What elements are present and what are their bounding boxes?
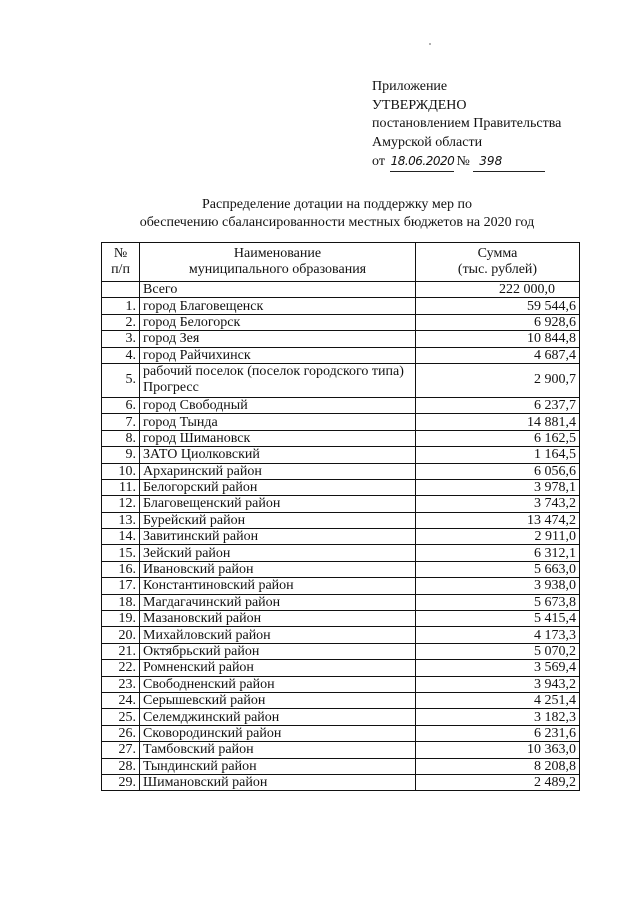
row-sum: 4 251,4	[416, 692, 580, 708]
row-name: город Свободный	[140, 397, 416, 413]
row-number: 12.	[102, 496, 140, 512]
table-row	[102, 774, 580, 790]
row-sum: 2 900,7	[416, 363, 580, 397]
row-number: 6.	[102, 397, 140, 413]
row-name: Мазановский район	[140, 611, 416, 627]
row-number: 28.	[102, 758, 140, 774]
date-prefix: от	[372, 154, 385, 169]
row-number: 24.	[102, 692, 140, 708]
row-name: Сковородинский район	[140, 725, 416, 741]
table-row	[102, 594, 580, 610]
table-row	[102, 479, 580, 495]
total-sum: 222 000,0	[416, 282, 580, 298]
row-sum: 5 070,2	[416, 643, 580, 659]
row-number: 1.	[102, 298, 140, 314]
table-row	[102, 725, 580, 741]
row-number: 16.	[102, 561, 140, 577]
header-number-line1: №	[113, 245, 128, 261]
table-row	[102, 758, 580, 774]
total-label: Всего	[140, 282, 416, 298]
row-name: Шимановский район	[140, 774, 416, 790]
row-name: город Шимановск	[140, 430, 416, 446]
total-number-cell	[102, 282, 140, 298]
row-name: Константиновский район	[140, 578, 416, 594]
table-row	[102, 545, 580, 561]
row-number: 2.	[102, 314, 140, 330]
row-name: Михайловский район	[140, 627, 416, 643]
row-name: рабочий поселок (поселок городского типа) Прогресс	[140, 363, 416, 397]
row-sum: 2 911,0	[416, 529, 580, 545]
header-name-line1: Наименование	[233, 245, 322, 261]
row-name: город Тында	[140, 414, 416, 430]
table-row	[102, 742, 580, 758]
distribution-table	[101, 242, 580, 791]
row-sum: 2 489,2	[416, 774, 580, 790]
row-sum: 3 938,0	[416, 578, 580, 594]
row-number: 10.	[102, 463, 140, 479]
table-row	[102, 397, 580, 413]
row-name: город Зея	[140, 331, 416, 347]
approval-line-appendix: Приложение	[372, 79, 448, 94]
header-number-line2: п/п	[111, 262, 130, 277]
title-line-1: Распределение дотации на поддержку мер по	[202, 197, 472, 212]
row-name: ЗАТО Циолковский	[140, 447, 416, 463]
row-number: 13.	[102, 512, 140, 528]
row-sum: 3 182,3	[416, 709, 580, 725]
table-row	[102, 709, 580, 725]
row-sum: 6 056,6	[416, 463, 580, 479]
row-number: 15.	[102, 545, 140, 561]
table-row	[102, 529, 580, 545]
row-name: Зейский район	[140, 545, 416, 561]
row-number: 23.	[102, 676, 140, 692]
table-row	[102, 298, 580, 314]
row-name: Свободненский район	[140, 676, 416, 692]
table-row	[102, 447, 580, 463]
row-sum: 3 943,2	[416, 676, 580, 692]
row-sum: 3 978,1	[416, 479, 580, 495]
row-name: Октябрьский район	[140, 643, 416, 659]
row-name: Серышевский район	[140, 692, 416, 708]
row-sum: 6 231,6	[416, 725, 580, 741]
table-row	[102, 627, 580, 643]
approval-line-approved: УТВЕРЖДЕНО	[372, 97, 467, 113]
table-row	[102, 676, 580, 692]
row-sum: 5 663,0	[416, 561, 580, 577]
row-number: 27.	[102, 742, 140, 758]
table-row	[102, 496, 580, 512]
row-name: город Райчихинск	[140, 347, 416, 363]
row-sum: 14 881,4	[416, 414, 580, 430]
row-sum: 4 173,3	[416, 627, 580, 643]
row-sum: 3 569,4	[416, 660, 580, 676]
title-line-2: обеспечению сбалансированности местных бюджетов на 2020 год	[139, 214, 535, 230]
row-sum: 6 928,6	[416, 314, 580, 330]
document-title	[96, 196, 578, 231]
row-number: 22.	[102, 660, 140, 676]
row-number: 17.	[102, 578, 140, 594]
table-row	[102, 430, 580, 446]
row-sum: 1 164,5	[416, 447, 580, 463]
row-sum: 5 415,4	[416, 611, 580, 627]
table-row	[102, 347, 580, 363]
row-number: 20.	[102, 627, 140, 643]
header-sum-line2: (тыс. рублей)	[457, 262, 538, 277]
table-row	[102, 512, 580, 528]
row-name: Благовещенский район	[140, 496, 416, 512]
header-sum-line1: Сумма	[477, 245, 518, 261]
row-sum: 6 312,1	[416, 545, 580, 561]
row-name: Тамбовский район	[140, 742, 416, 758]
row-number: 11.	[102, 479, 140, 495]
row-number: 8.	[102, 430, 140, 446]
row-number: 25.	[102, 709, 140, 725]
row-name: Магдагачинский район	[140, 594, 416, 610]
row-sum: 8 208,8	[416, 758, 580, 774]
row-number: 7.	[102, 414, 140, 430]
handwritten-number: 398	[473, 152, 545, 172]
row-sum: 10 363,0	[416, 742, 580, 758]
approval-block	[372, 78, 561, 172]
table-row	[102, 611, 580, 627]
approval-line-region: Амурской области	[372, 134, 483, 150]
table-row	[102, 660, 580, 676]
row-sum: 4 687,4	[416, 347, 580, 363]
row-sum: 3 743,2	[416, 496, 580, 512]
row-number: 3.	[102, 331, 140, 347]
table-row	[102, 643, 580, 659]
table-row	[102, 692, 580, 708]
approval-date-line	[372, 152, 561, 172]
table-row	[102, 561, 580, 577]
row-number: 14.	[102, 529, 140, 545]
header-sum	[416, 243, 580, 282]
total-row	[102, 282, 580, 298]
row-number: 29.	[102, 774, 140, 790]
row-number: 5.	[102, 363, 140, 397]
row-name: город Белогорск	[140, 314, 416, 330]
row-name: Завитинский район	[140, 529, 416, 545]
row-name: Белогорский район	[140, 479, 416, 495]
row-number: 4.	[102, 347, 140, 363]
table-header-row	[102, 243, 580, 282]
row-sum: 59 544,6	[416, 298, 580, 314]
table-row	[102, 414, 580, 430]
row-name: Бурейский район	[140, 512, 416, 528]
row-number: 9.	[102, 447, 140, 463]
handwritten-date: 18.06.2020	[390, 152, 454, 172]
table-row	[102, 363, 580, 397]
header-number	[102, 243, 140, 282]
approval-line-resolution: постановлением Правительства	[372, 116, 562, 131]
table-row	[102, 463, 580, 479]
row-name: Архаринский район	[140, 463, 416, 479]
table-row	[102, 331, 580, 347]
table-row	[102, 578, 580, 594]
row-sum: 6 237,7	[416, 397, 580, 413]
row-number: 26.	[102, 725, 140, 741]
row-sum: 6 162,5	[416, 430, 580, 446]
row-number: 19.	[102, 611, 140, 627]
row-name: город Благовещенск	[140, 298, 416, 314]
row-name: Тындинский район	[140, 758, 416, 774]
row-sum: 13 474,2	[416, 512, 580, 528]
number-prefix: №	[456, 154, 470, 169]
row-number: 18.	[102, 594, 140, 610]
row-name: Ивановский район	[140, 561, 416, 577]
row-sum: 5 673,8	[416, 594, 580, 610]
scan-speck	[429, 43, 431, 45]
row-sum: 10 844,8	[416, 331, 580, 347]
row-number: 21.	[102, 643, 140, 659]
header-name	[140, 243, 416, 282]
row-name: Селемджинский район	[140, 709, 416, 725]
row-name: Ромненский район	[140, 660, 416, 676]
table-row	[102, 314, 580, 330]
header-name-line2: муниципального образования	[188, 262, 367, 277]
